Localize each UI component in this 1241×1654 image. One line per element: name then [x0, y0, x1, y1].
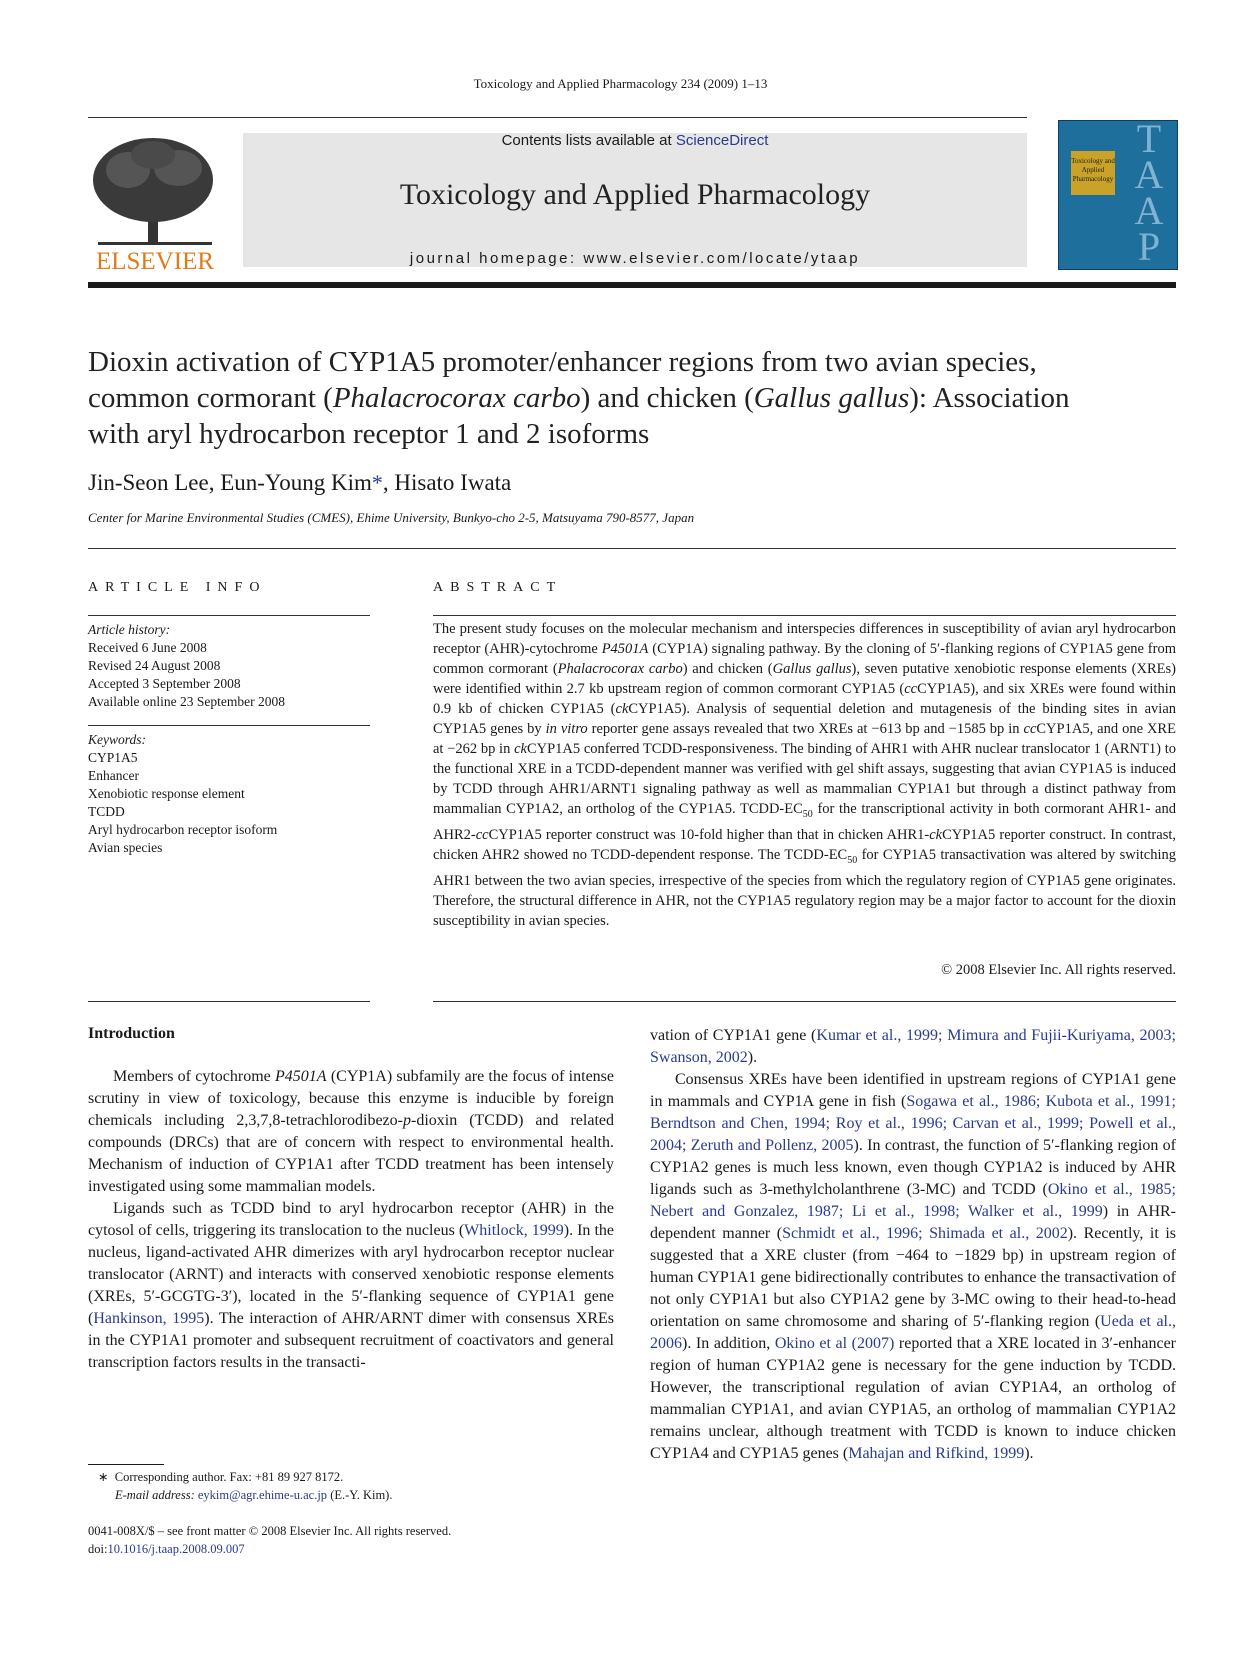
keywords: Keywords: CYP1A5 Enhancer Xenobiotic response element TCDD Aryl hydrocarbon receptor isoform Avian species — [88, 732, 278, 855]
header-rule — [88, 117, 1027, 118]
title-rule — [88, 548, 1176, 549]
journal-reference: Toxicology and Applied Pharmacology 234 (2009) 1–13 — [473, 76, 768, 91]
footnote: ∗ Corresponding author. Fax: +81 89 927 8172. E-mail address: eykim@agr.ehime-u.ac.jp (E.-Y. Kim). — [98, 1470, 393, 1502]
contents-line: Contents lists available at ScienceDirect — [501, 132, 769, 149]
journal-title: Toxicology and Applied Pharmacology — [399, 178, 871, 211]
abstract-bottom-rule — [433, 1001, 1176, 1002]
introduction-heading: Introduction — [88, 1025, 175, 1042]
authors: Jin-Seon Lee, Eun-Young Kim*, Hisato Iwata — [88, 470, 512, 495]
abstract-rule — [433, 615, 1176, 616]
info-rule — [88, 615, 370, 616]
keywords-rule — [88, 725, 370, 726]
elsevier-logo — [88, 130, 222, 275]
affiliation: Center for Marine Environmental Studies (CMES), Ehime University, Bunkyo-cho 2-5, Matsuyama 790-8577, Japan — [88, 510, 695, 525]
journal-homepage[interactable]: journal homepage: www.elsevier.com/locate/ytaap — [409, 250, 861, 267]
corresponding-author-mark[interactable]: * — [371, 470, 383, 495]
abstract-copyright: © 2008 Elsevier Inc. All rights reserved. — [941, 962, 1176, 978]
author-email-link[interactable]: eykim@agr.ehime-u.ac.jp — [197, 1488, 328, 1502]
abstract-text: The present study focuses on the molecular mechanism and interspecies differences in susceptibility of avian aryl hydrocarbon receptor (AHR)-cytochrome P4501A (CYP1A) signaling pathway. By the cloning of 5′-flanking regions of CYP1A5 gene from common cormorant (Phalacrocorax carbo) and chicken (Gallus gallus), seven putative xenobiotic response elements (XREs) were identified within 2.7 kb upstream region of common cormorant CYP1A5 (ccCYP1A5), and six XREs were found within 0.9 kb of chicken CYP1A5 (ckCYP1A5). Analysis of sequential deletion and mutagenesis of the binding sites in avian CYP1A5 genes by in vitro reporter gene assays revealed that two XREs at −613 bp and −1585 bp in ccCYP1A5, and one XRE at −262 bp in ckCYP1A5 conferred TCDD-responsiveness. The binding of AHR1 with AHR nuclear translocator 1 (ARNT1) to the functional XRE in a TCDD-dependent manner was verified with gel shift assays, suggesting that avian CYP1A5 is induced by TCDD through AHR1/ARNT1 signaling pathway as well as mammalian CYP1A1 but through a distinct pathway from mammalian CYP1A2, an ortholog of the CYP1A5. TCDD-$EC_{50}$ for the transcriptional activity in both cormorant AHR1- and AHR2-ccCYP1A5 reporter construct was 10-fold higher than that in chicken AHR1-ckCYP1A5 reporter construct. In contrast, chicken AHR2 showed no TCDD-dependent response. The TCDD-$EC_{50}$ for CYP1A5 transactivation was altered by switching AHR1 between the two avian species, irrespective of the species from which the regulatory region of CYP1A5 gene originates. Therefore, the structural difference in AHR, not the CYP1A5 regulatory region may be a major factor to account for the dioxin susceptibility in avian species. — [433, 621, 1177, 929]
cover-label: Toxicology and Applied Pharmacology — [1071, 151, 1115, 195]
article-history: Article history: Received 6 June 2008 Revised 24 August 2008 Accepted 3 September 2008 Available online 23 September 2008 — [88, 622, 285, 709]
header-thick-rule — [88, 282, 1176, 288]
doi-link[interactable]: 10.1016/j.taap.2008.09.007 — [107, 1542, 245, 1556]
article-title: Dioxin activation of CYP1A5 promoter/enhancer regions from two avian species, common cormorant (Phalacrocorax carbo) and chicken (Gallus gallus): Association with aryl hydrocarbon receptor 1 and 2 isoforms — [88, 346, 1070, 450]
front-matter: 0041-008X/$ – see front matter © 2008 Elsevier Inc. All rights reserved. doi:10.1016/j.taap.2008.09.007 — [88, 1524, 452, 1556]
cover-letters: TAAP — [1134, 116, 1164, 269]
svg-text:ELSEVIER: ELSEVIER — [95, 248, 215, 275]
abstract-heading: ABSTRACT — [433, 580, 563, 595]
intro-left-column: Members of cytochrome P4501A (CYP1A) subfamily are the focus of intense scrutiny in view of toxicology, because this enzyme is inducible by foreign chemicals including 2,3,7,8-tetrachlorodibezo-p-dioxin (TCDD) and related compounds (DRCs) that are of concern with respect to environmental health. Mechanism of induction of CYP1A1 after TCDD treatment has been intensely investigated using some mammalian models. Ligands such as TCDD bind to aryl hydrocarbon receptor (AHR) in the cytosol of cells, triggering its translocation to the nucleus (Whitlock, 1999). In the nucleus, ligand-activated AHR dimerizes with aryl hydrocarbon receptor nuclear translocator (ARNT) and interacts with conserved xenobiotic response elements (XREs, 5′-GCGTG-3′), located in the 5′-flanking sequence of CYP1A1 gene (Hankinson, 1995). The interaction of AHR/ARNT dimer with consensus XREs in the CYP1A1 promoter and subsequent recruitment of coactivators and general transcription factors results in the transacti- — [88, 1068, 615, 1371]
intro-right-column: vation of CYP1A1 gene (Kumar et al., 1999; Mimura and Fujii-Kuriyama, 2003; Swanson, 2002). Consensus XREs have been identified in upstream regions of CYP1A1 gene in mammals and CYP1A gene in fish (Sogawa et al., 1986; Kubota et al., 1991; Berndtson and Chen, 1994; Roy et al., 1996; Carvan et al., 1999; Powell et al., 2004; Zeruth and Pollenz, 2005). In contrast, the function of 5′-flanking region of CYP1A2 genes is much less known, even though CYP1A2 is induced by AHR ligands such as 3-methylcholanthrene (3-MC) and TCDD (Okino et al., 1985; Nebert and Gonzalez, 1987; Li et al., 1998; Walker et al., 1999) in AHR-dependent manner (Schmidt et al., 1996; Shimada et al., 2002). Recently, it is suggested that a XRE cluster (from −464 to −1829 bp) in upstream region of human CYP1A1 gene bidirectionally contributes to enhance the transactivation of not only CYP1A1 but also CYP1A2 gene by 3-MC owing to their head-to-head orientation on same chromosome and sharing of 5′-flanking region (Ueda et al., 2006). In addition, Okino et al (2007) reported that a XRE located in 3′-enhancer region of human CYP1A2 gene is necessary for the gene induction by TCDD. However, the transcriptional regulation of avian CYP1A4, an ortholog of mammalian CYP1A1, and avian CYP1A5, an ortholog of mammalian CYP1A2 remains unclear, although treatment with TCDD is known to induce chicken CYP1A4 and CYP1A5 genes (Mahajan and Rifkind, 1999). — [650, 1027, 1177, 1462]
footnote-rule — [88, 1464, 164, 1465]
article-info-heading: ARTICLE INFO — [88, 580, 267, 595]
info-bottom-rule — [88, 1001, 370, 1002]
sciencedirect-link[interactable]: ScienceDirect — [675, 132, 769, 149]
journal-cover — [1058, 116, 1178, 270]
